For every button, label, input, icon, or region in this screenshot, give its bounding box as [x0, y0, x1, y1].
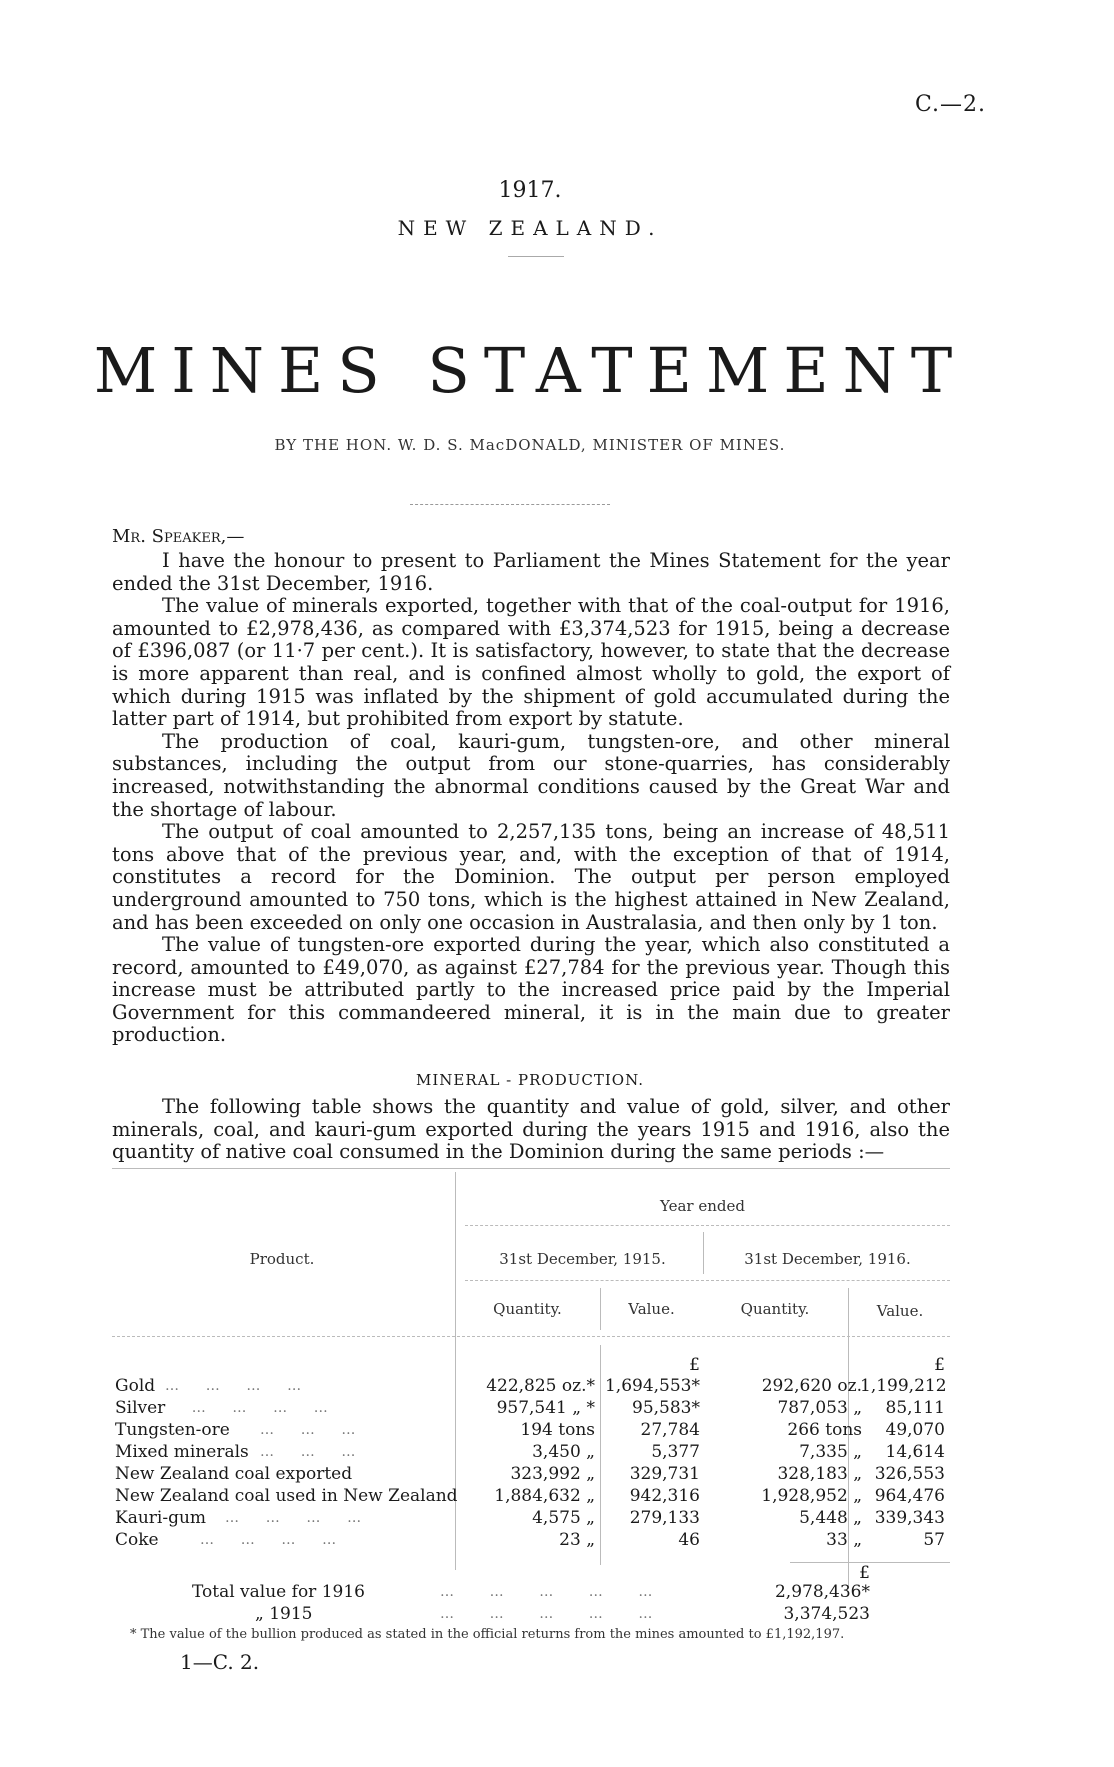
currency-symbol: £ [689, 1355, 700, 1375]
value-1916: 57 [923, 1530, 945, 1550]
leader-dots: … … … … … [440, 1584, 653, 1600]
divider [508, 256, 564, 257]
total-value-1915: 3,374,523 [783, 1604, 870, 1624]
product-name: Silver [115, 1398, 166, 1418]
footnote: * The value of the bullion produced as stated in the official returns from the mines amounted to £1,192,197. [130, 1627, 845, 1642]
year-ended-header: Year ended [660, 1197, 745, 1215]
header-rule [465, 1225, 950, 1226]
quantity-header-1915: Quantity. [493, 1300, 562, 1318]
body-text [112, 550, 950, 1047]
quantity-1916: 7,335 „ [799, 1442, 862, 1462]
salutation: Mr. Speaker,— [112, 526, 245, 547]
divider [410, 504, 610, 505]
value-header-1916: Value. [876, 1302, 924, 1320]
value-1915: 329,731 [629, 1464, 700, 1484]
total-value-1916: 2,978,436* [774, 1582, 870, 1602]
leader-dots: … … … [260, 1444, 356, 1460]
page-reference: C.—2. [914, 92, 986, 117]
table-intro: The following table shows the quantity and value of gold, silver, and other minerals, coal, and kauri-gum exported during the years 1915 and 1916, also the quantity of native coal consumed in the Dominion during the same periods :— [112, 1095, 950, 1164]
value-1916: 85,111 [885, 1398, 945, 1418]
printer-signature: 1—C. 2. [180, 1650, 260, 1674]
value-1915: 279,133 [629, 1508, 700, 1528]
quantity-1915: 3,450 „ [532, 1442, 595, 1462]
quantity-1915: 4,575 „ [532, 1508, 595, 1528]
quantity-1915: 323,992 „ [510, 1464, 595, 1484]
product-header: Product. [249, 1250, 315, 1268]
value-1916: 326,553 [874, 1464, 945, 1484]
table-top-rule [112, 1168, 950, 1169]
leader-dots: … … … … [200, 1532, 337, 1548]
value-1915: 5,377 [651, 1442, 700, 1462]
value-1916: 964,476 [874, 1486, 945, 1506]
quantity-1916: 5,448 „ [799, 1508, 862, 1528]
header-rule [465, 1280, 950, 1281]
paragraph: The value of minerals exported, together with that of the coal-output for 1916, amounted to £2,978,436, as compared with £3,374,523 for 1915, being a decrease of £396,087 (or 11·7 per cent.). It is satisfactory, however, to state that the decrease is more apparent than real, and is confined almost wholly to gold, the export of which during 1915 was inflated by the shipment of gold accumulated during the latter part of 1914, but prohibited from export by statute. [112, 594, 950, 731]
leader-dots: … … … … [165, 1400, 328, 1416]
document-year: 1917. [498, 178, 562, 203]
paragraph: The value of tungsten-ore exported during the year, which also constituted a record, amounted to £49,070, as against £27,784 for the previous year. Though this increase must be attributed partly to the increased price paid by the Imperial Government for this commandeered mineral, it is in the main due to greater production. [112, 933, 950, 1047]
document-title: MINES STATEMENT [93, 334, 967, 407]
value-header-1915: Value. [628, 1300, 675, 1318]
header-bottom-rule [112, 1336, 950, 1337]
product-name: New Zealand coal used in New Zealand [115, 1486, 458, 1506]
value-1915: 46 [678, 1530, 700, 1550]
period-1915-header: 31st December, 1915. [499, 1250, 666, 1268]
quantity-1915: 23 „ [559, 1530, 595, 1550]
quantity-1916: 266 tons [787, 1420, 862, 1440]
total-label-1916: Total value for 1916 [192, 1582, 365, 1602]
paragraph: The production of coal, kauri-gum, tungsten-ore, and other mineral substances, including the output from our stone-quarries, has considerably increased, notwithstanding the abnormal conditions caused by the Great War and the shortage of labour. [112, 729, 950, 821]
value-1916: 14,614 [885, 1442, 945, 1462]
quantity-1916: 33 „ [826, 1530, 862, 1550]
quantity-1916: 1,928,952 „ [761, 1486, 862, 1506]
value-1916: 1,199,212 [860, 1376, 947, 1396]
total-label-1915: „ 1915 [255, 1604, 313, 1624]
leader-dots: … … … … [225, 1510, 362, 1526]
section-heading: MINERAL - PRODUCTION. [415, 1071, 645, 1089]
quantity-1915: 194 tons [520, 1420, 595, 1440]
value-1915: 95,583* [632, 1398, 700, 1418]
byline: BY THE HON. W. D. S. MacDONALD, MINISTER OF MINES. [274, 436, 786, 454]
currency-symbol: £ [859, 1563, 870, 1583]
country-heading: NEW ZEALAND. [397, 216, 663, 240]
quantity-1916: 292,620 oz. [761, 1376, 862, 1396]
paragraph: I have the honour to present to Parliament the Mines Statement for the year ended the 31st December, 1916. [112, 549, 950, 595]
product-name: Coke [115, 1530, 159, 1550]
product-name: New Zealand coal exported [115, 1464, 353, 1484]
column-divider [703, 1232, 704, 1274]
value-1915: 1,694,553* [604, 1376, 700, 1396]
product-name: Gold [115, 1376, 156, 1396]
period-1916-header: 31st December, 1916. [744, 1250, 911, 1268]
quantity-1916: 787,053 „ [777, 1398, 862, 1418]
quantity-1915: 422,825 oz.* [486, 1376, 595, 1396]
value-1916: 339,343 [874, 1508, 945, 1528]
value-1915: 942,316 [629, 1486, 700, 1506]
product-name: Tungsten-ore [115, 1420, 230, 1440]
quantity-1915: 1,884,632 „ [494, 1486, 595, 1506]
value-1915: 27,784 [640, 1420, 700, 1440]
product-name: Kauri-gum [115, 1508, 207, 1528]
leader-dots: … … … … … [440, 1606, 653, 1622]
leader-dots: … … … … [165, 1378, 302, 1394]
leader-dots: … … … [260, 1422, 356, 1438]
paragraph: The output of coal amounted to 2,257,135 tons, being an increase of 48,511 tons above that of the previous year, and, with the exception of that of 1914, constitutes a record for the Dominion. The output per person employed underground amounted to 750 tons, which is the highest attained in New Zealand, and has been exceeded on only one occasion in Australasia, and then only by 1 ton. [112, 820, 950, 934]
value-1916: 49,070 [885, 1420, 945, 1440]
quantity-header-1916: Quantity. [740, 1300, 810, 1318]
quantity-1916: 328,183 „ [777, 1464, 862, 1484]
currency-symbol: £ [934, 1355, 945, 1375]
product-name: Mixed minerals [115, 1442, 249, 1462]
quantity-1915: 957,541 „ * [496, 1398, 595, 1418]
